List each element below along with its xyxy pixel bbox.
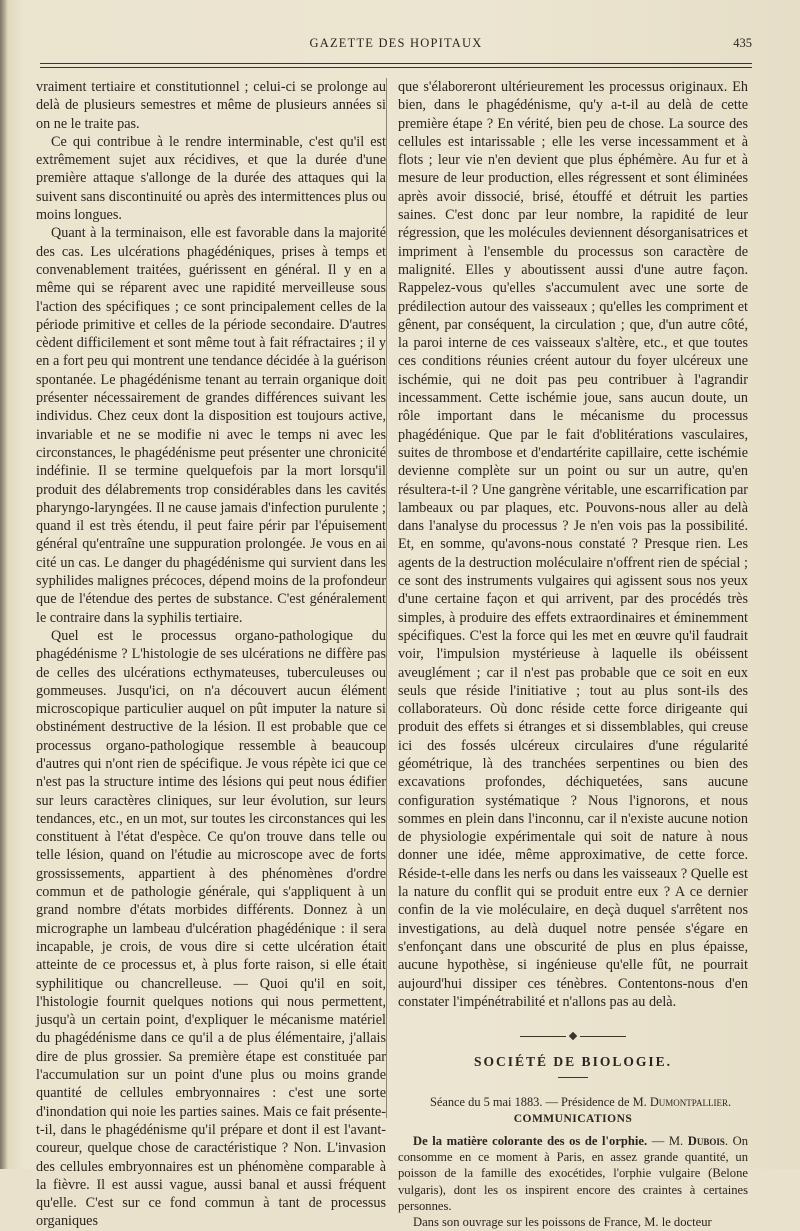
society-title: SOCIÉTÉ DE BIOLOGIE. — [474, 1054, 672, 1070]
ornament-diamond — [569, 1032, 577, 1040]
header-rule-bottom — [40, 67, 752, 68]
journal-title: GAZETTE DES HOPITAUX — [309, 36, 483, 50]
section-ornament — [398, 1033, 748, 1039]
session-president: Dumontpallier — [649, 1095, 728, 1110]
ornament-line-left — [520, 1036, 566, 1037]
communication-text: On consomme en ce moment à Paris, en assez grande quantité, un poisson de la famille des exocétides, l'orphie vulgaire (Belone vulgaris), dont les os inspirent encore des craintes à certaines personnes. — [398, 1133, 748, 1213]
page-header — [40, 36, 752, 56]
page-number: 435 — [733, 36, 752, 50]
left-paragraph-3: Quant à la terminaison, elle est favorable dans la majorité des cas. Les ulcérations phagédéniques, prises à temps et convenablement traitées, guérissent en général. Il y en a même qui se réparent avec une rapidité merveilleuse sous l'action des spécifiques ; ce sont principalement celles de la période primitive et celles de la période secondaire. D'autres cèdent difficilement et sont même tout à fait réfractaires ; il y en a fort peu qui montrent une tendance décidée à la guérison spontanée. Le phagédénisme tenant au terrain organique doit présenter nécessairement de grandes différences suivant les individus. Chez ceux dont la disposition est toujours active, invariable et ne se modifie ni avec le temps ni avec les circonstances, le phagédénisme peut présenter une chronicité indéfinie. Il se termine quelquefois par la mort lorsqu'il produit des délabrements trop considérables dans les cavités pharyngo-laryngées. Il ne cause jamais d'infection purulente ; quand il est très étendu, il peut faire périr par l'épuisement général qu'entraîne une suppuration prolongée. Je vous en ai cité un cas. Le danger du phagédénisme qui survient dans les syphilides malignes précoces, dépend moins de la profondeur que de l'étendue des pertes de substance. C'est généralement le contraire dans la syphilis tertiaire. — [36, 225, 386, 626]
left-paragraph-2: Ce qui contribue à le rendre interminable, c'est qu'il est extrêmement sujet aux récidives, et que la durée d'une première attaque s'allonge de la durée des attaques qui la suivent sans discontinuité ou après des intermittences plus ou moins longues. — [36, 133, 386, 224]
communications-heading: COMMUNICATIONS — [513, 1113, 633, 1126]
left-paragraph-4: Quel est le processus organo-pathologique du phagédénisme ? L'histologie de ses ulcérations ne diffère pas de celles des ulcérations ecthymateuses, tuberculeuses ou gommeuses. Jusqu'ici, on n'a découvert aucun élément microscopique particulier auquel on pût imputer la nature si obstinément destructive de la lésion. Il est probable que ce processus organo-pathologique ressemble à beaucoup d'autres qui n'ont rien de spécifique. Je vous répète ici que ce n'est pas la structure intime des lésions qui peut nous édifier sur leurs caractères cliniques, sur leur évolution, sur leurs tendances, etc., en un mot, sur toutes les circonstances qui les constituent à l'état d'espèce. Ce qu'on trouve dans telle ou telle lésion, quand on l'étudie au microscope avec de forts grossissements, appartient à des phénomènes d'ordre commun et de pathologie générale, qui s'appliquent à un grand nombre d'états morbides différents. Donnez à un micrographe un lambeau d'ulcération phagédénique : il sera incapable, je crois, de vous dire si cette ulcération était atteinte de ce processus et, à plus forte raison, si elle était syphilitique ou chancrelleuse. — Quoi qu'il en soit, l'histologie fournit quelques notions qui nous permettent, jusqu'à un certain point, d'expliquer le mécanisme matériel du phagédénisme dans ce qu'il a de plus élémentaire, j'allais dire de plus grossier. Sa première étape est constituée par l'accumulation sur un point d'une plus ou moins grande quantité de cellules embryonnaires : c'est une sorte d'inondation qui noie les parties saines. Mais ce fait présente-t-il, dans le phagédénisme qu'il prépare et dont il est l'avant-coureur, quelque chose de caractéristique ? Non. L'invasion des cellules embryonnaires est un phénomène comparable à la fièvre. Il est aussi vague, aussi banal et aussi fréquent qu'elle. C'est sur ce fond commun à tant de processus organiques — [36, 627, 386, 1230]
header-rule-top — [40, 63, 752, 64]
ornament-line-right — [580, 1036, 626, 1037]
column-divider — [386, 78, 387, 1118]
author-suffix: . — [724, 1133, 729, 1148]
author-prefix: — M. — [647, 1133, 688, 1148]
binding-spine — [0, 0, 8, 1169]
communication-paragraph — [398, 1133, 748, 1214]
session-end: . — [727, 1095, 732, 1110]
society-rule — [558, 1077, 588, 1078]
communication-title: De la matière colorante des os de l'orphie. — [413, 1133, 648, 1148]
last-paragraph: Dans son ouvrage sur les poissons de France, M. le docteur — [413, 1215, 712, 1230]
left-paragraph-1: vraiment tertiaire et constitutionnel ; celui-ci se prolonge au delà de plusieurs semestres et même de plusieurs années si on ne le traite pas. — [36, 79, 386, 132]
communication-author: Dubois — [687, 1133, 725, 1148]
left-column — [36, 78, 386, 1231]
session-text: Séance du 5 mai 1883. — Présidence de M. — [429, 1095, 650, 1110]
right-column — [398, 78, 748, 1231]
right-paragraph-1: que s'élaboreront ultérieurement les processus originaux. Eh bien, dans le phagédénisme, qu'y a-t-il au delà de cette première étape ? En vérité, bien peu de chose. La source des cellules est intarissable ; elle les verse incessamment et à flots ; leur vie n'en devient que plus éphémère. Au fur et à mesure de leur production, elles régressent et sont éliminées après avoir dissocié, brisé, étouffé et détruit les parties saines. C'est donc par leur nombre, la rapidité de leur régression, que les molécules deviennent désorganisatrices et impriment à l'ensemble du processus son caractère de malignité. Elles y aboutissent aussi d'une autre façon. Rappelez-vous qu'elles s'accumulent avec une sorte de prédilection autour des vaisseaux ; qu'elles les compriment et gênent, par conséquent, la circulation ; que, d'un autre côté, la paroi interne de ces vaisseaux s'altère, etc., et que toutes ces conditions réunies créent autour du foyer ulcéreux une ischémie, qui ne doit pas peu contribuer à l'agrandir incessamment. Cette ischémie joue, sans aucun doute, un rôle important dans le mécanisme du processus phagédénique. Que par le fait d'oblitérations vasculaires, suites de thrombose et d'endartérite capillaire, cette ischémie devienne complète sur un point ou sur un autre, qu'en résultera-t-il ? Une gangrène véritable, une escarrification par lambeaux ou par plaques, etc. Pouvons-nous aller au delà dans l'analyse du processus ? Je n'en vois pas la possibilité. Et, en somme, qu'avons-nous constaté ? Presque rien. Les agents de la destruction moléculaire n'offrent rien de spécial ; ce sont des instruments vulgaires qui agissent sous nos yeux d'une certaine façon et qui arrivent, par des procédés très simples, à produire des effets extraordinaires et éminemment spécifiques. C'est la force qui les met en œuvre qu'il faudrait voir, l'impulsion mystérieuse à laquelle ils obéissent aveuglément ; car il n'est pas probable que ce soit en eux seuls que réside l'initiative ; tout au plus sont-ils des collaborateurs. Où donc réside cette force dirigeante qui produit des effets si étranges et si dissemblables, qui creuse ici des fossés ulcéreux circulaires d'une régularité géométrique, là des tranchées serpentines ou bien des excavations profondes, déchiquetées, sans aucune configuration systématique ? Nous l'ignorons, et nous sommes en plein dans l'inconnu, car il n'existe aucune notion de physiologie expérimentale qui soit de nature à nous donner une idée, même approximative, de cette force. Réside-t-elle dans les nerfs ou dans les vaisseaux ? Quelle est la nature du conflit qui se produit entre eux ? A ce dernier confin de la vie moléculaire, en deçà duquel s'arrêtent nos investigations, au delà duquel notre pensée s'égare en s'enfonçant dans une obscurité de plus en plus épaisse, aucune hypothèse, si ingénieuse qu'elle fût, ne pourrait aujourd'hui dissiper ces ténèbres. Contentons-nous d'en constater l'impénétrabilité et n'allons pas au delà. — [398, 79, 748, 1010]
communication-block — [398, 1133, 748, 1231]
session-line — [398, 1094, 748, 1110]
